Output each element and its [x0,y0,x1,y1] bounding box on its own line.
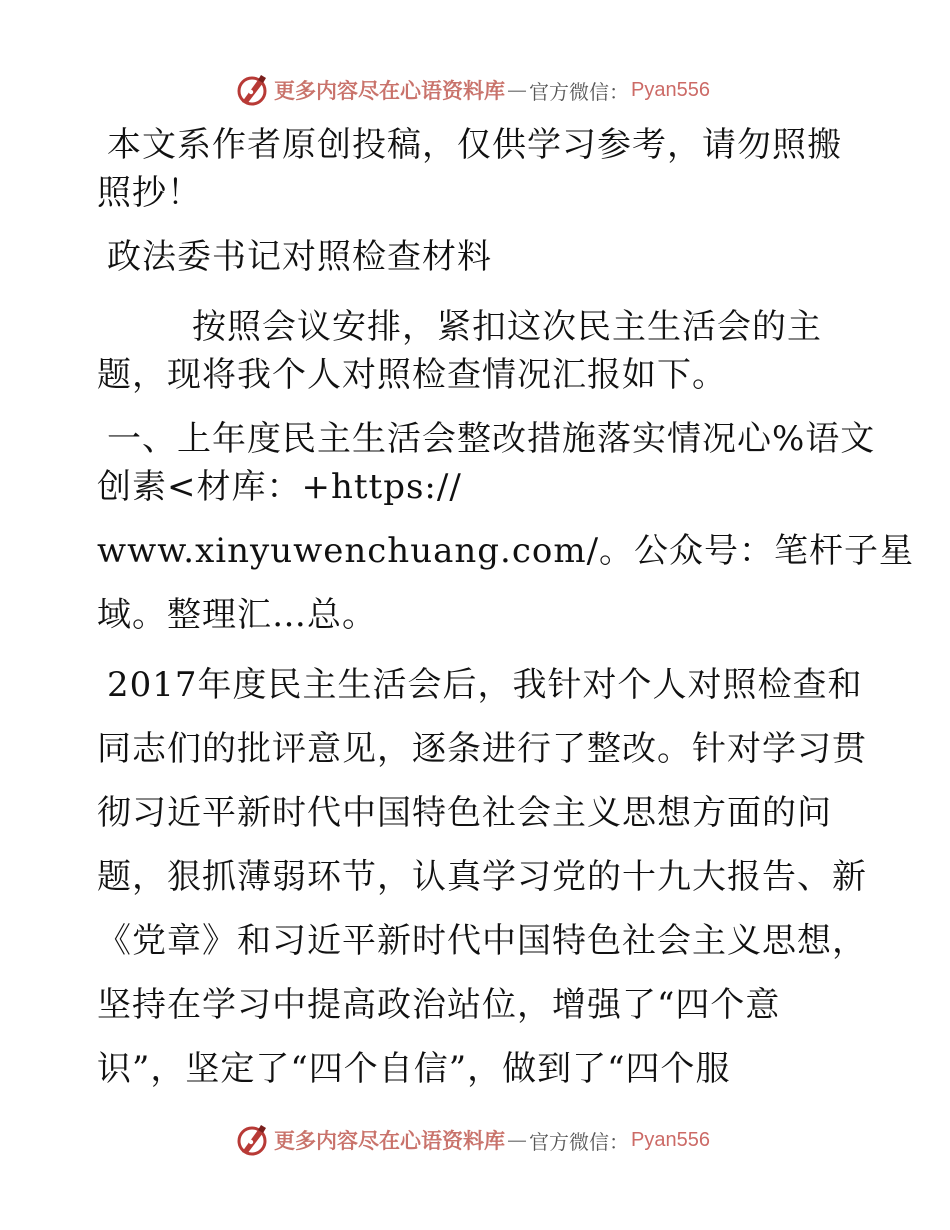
banner-site-text: 更多内容尽在心语资料库 [274,79,505,103]
paragraph-line-3: 彻习近平新时代中国特色社会主义思想方面的问 [97,793,832,833]
intro-line-1: 按照会议安排，紧扣这次民主生活会的主 [192,307,822,347]
paragraph-line-2: 同志们的批评意见，逐条进行了整改。针对学习贯 [97,729,867,769]
banner-dash: — [507,1128,527,1152]
paragraph-line-4: 题，狠抓薄弱环节，认真学习党的十九大报告、新 [97,857,867,897]
banner-site-text: 更多内容尽在心语资料库 [274,1129,505,1153]
section1-heading-line-4: 域。整理汇…总。 [97,595,377,635]
footer-watermark [234,1120,710,1160]
section1-heading-line-1: 一、上年度民主生活会整改措施落实情况心%语文 [107,419,876,459]
section1-heading-line-2: 创素<材库：+https:// [97,467,462,507]
paragraph-line-6: 坚持在学习中提高政治站位，增强了“四个意 [97,985,781,1025]
paragraph-line-1: 2017年度民主生活会后，我针对个人对照检查和 [107,665,863,705]
banner-wechat-id: Pyan556 [631,1128,710,1151]
banner-wechat-label: 官方微信： [529,79,629,104]
intro-line-2: 题，现将我个人对照检查情况汇报如下。 [97,355,727,395]
banner-wechat-label: 官方微信： [529,1129,629,1154]
banner-wechat-id: Pyan556 [631,78,710,101]
notice-line-2: 照抄！ [97,173,202,213]
document-title: 政法委书记对照检查材料 [107,237,492,277]
pen-circle-logo-icon [234,72,270,108]
paragraph-line-7: 识”，坚定了“四个自信”，做到了“四个服 [97,1049,731,1089]
paragraph-line-5: 《党章》和习近平新时代中国特色社会主义思想， [97,921,867,961]
section1-heading-line-3: www.xinyuwenchuang.com/。公众号：笔杆子星 [97,531,915,571]
banner-dash: — [507,78,527,102]
notice-line-1: 本文系作者原创投稿，仅供学习参考，请勿照搬 [107,125,842,165]
document-body [97,121,915,1093]
header-watermark [234,70,710,110]
pen-circle-logo-icon [234,1122,270,1158]
